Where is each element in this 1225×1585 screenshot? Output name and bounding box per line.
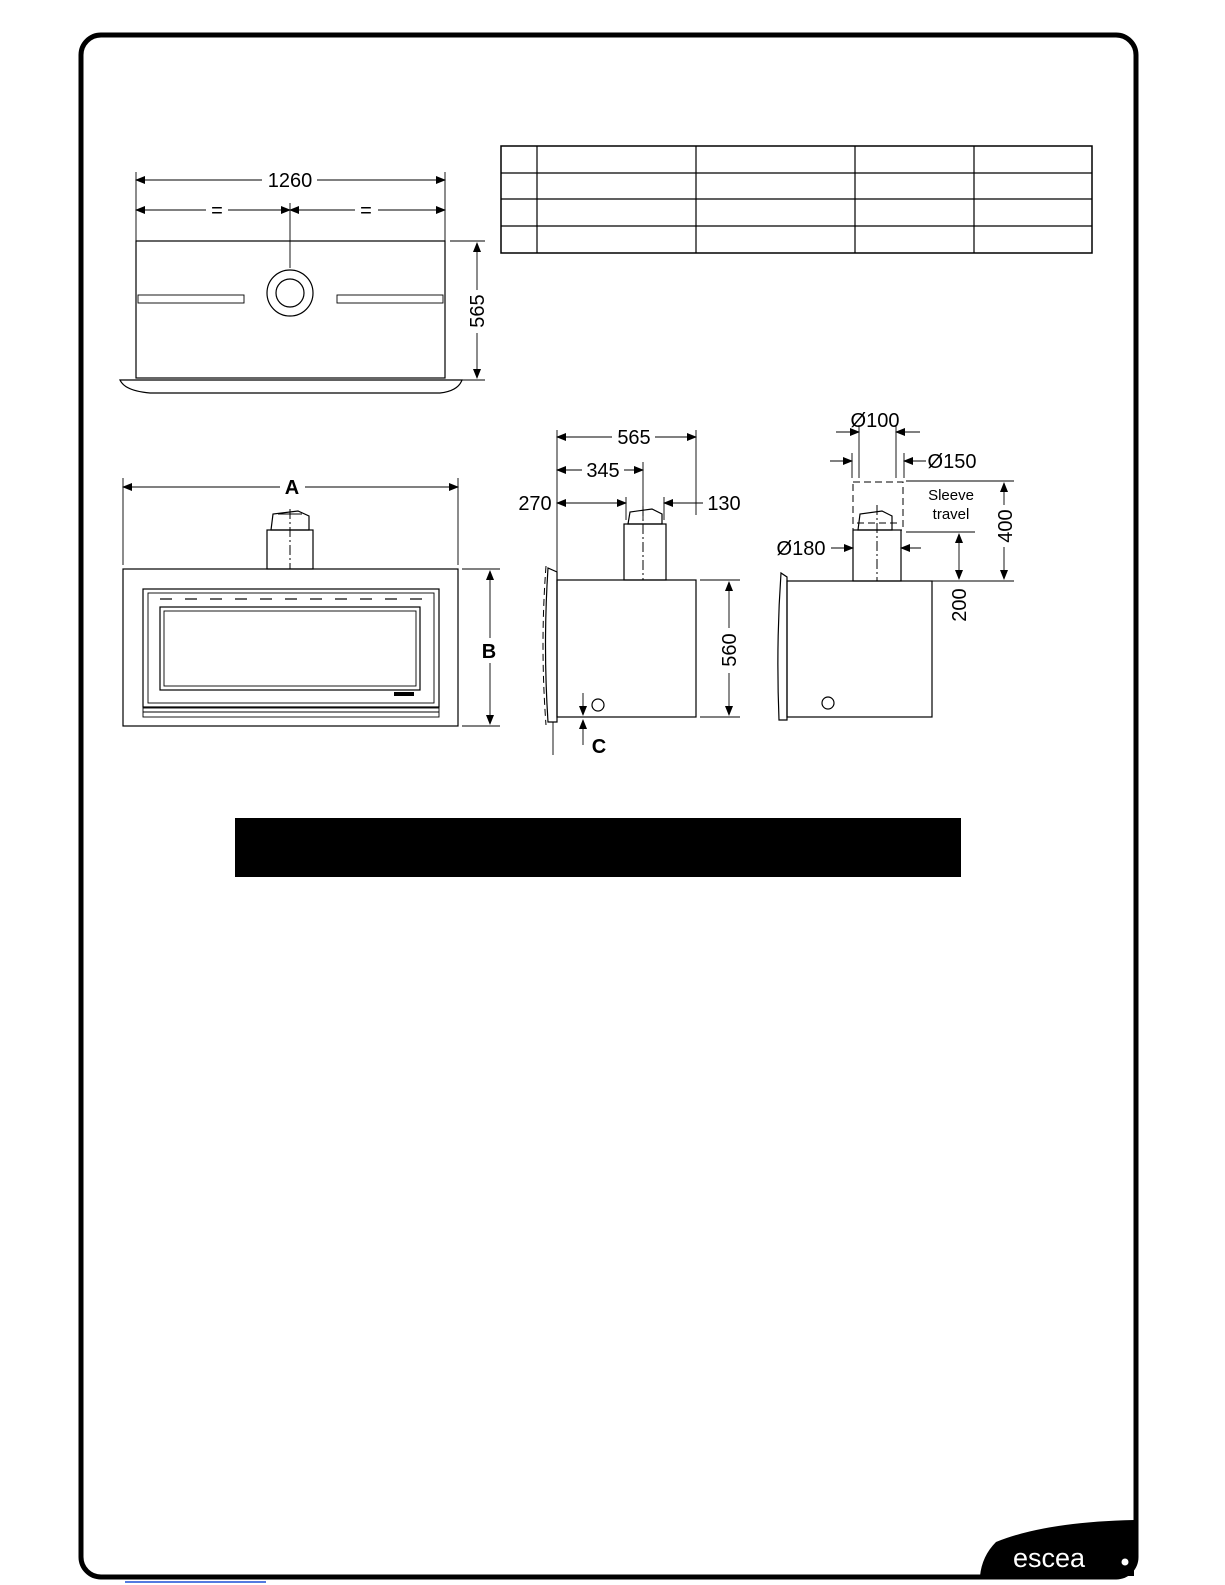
side-view-drawing [543,430,740,755]
page-border [81,35,1136,1577]
side-depth-label: 565 [617,427,651,449]
side-flue-offset-label: 345 [586,460,620,482]
side-height-label: 560 [719,633,741,667]
sleeve-travel-label: 400 [995,509,1017,543]
brand-logo: escea [1013,1543,1086,1573]
section-banner [235,818,961,877]
top-equal-left-label: = [211,200,223,222]
flue-view-drawing [778,425,1014,720]
logo-dot [1122,1559,1129,1566]
top-depth-label: 565 [467,294,489,328]
dimensions-table [501,146,1092,253]
side-front-label: 270 [518,493,552,515]
front-view-drawing [123,478,500,726]
flue-collar-label: 200 [949,588,971,622]
top-view-drawing [120,172,485,393]
front-width-label: A [284,477,300,499]
flue-base-dia-label: Ø180 [776,538,826,560]
top-width-label: 1260 [267,170,313,192]
side-base-label: C [591,736,607,758]
side-rear-label: 130 [707,493,741,515]
front-height-label: B [481,641,497,663]
flue-outer-dia-label: Ø150 [927,451,977,473]
sleeve-label-line2: travel [932,506,970,523]
flue-inner-dia-label: Ø100 [850,410,900,432]
sleeve-label-line1: Sleeve [928,487,974,504]
top-equal-right-label: = [360,200,372,222]
